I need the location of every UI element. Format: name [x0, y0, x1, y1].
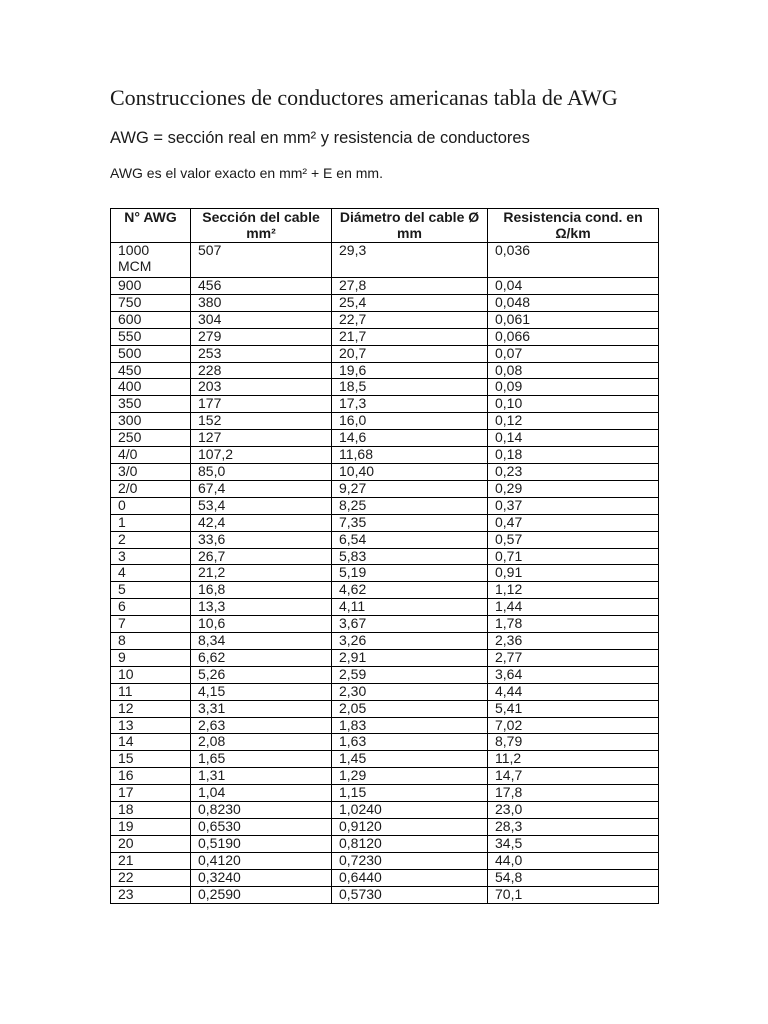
- cell-resistance: 44,0: [488, 852, 659, 869]
- cell-awg: 14: [111, 734, 191, 751]
- cell-awg: 20: [111, 835, 191, 852]
- table-row: [111, 514, 659, 531]
- cell-section: 2,63: [191, 717, 332, 734]
- cell-section: 4,15: [191, 683, 332, 700]
- cell-resistance: 4,44: [488, 683, 659, 700]
- cell-section: 0,2590: [191, 886, 332, 903]
- cell-section: 177: [191, 396, 332, 413]
- cell-resistance: 11,2: [488, 751, 659, 768]
- cell-resistance: 0,10: [488, 396, 659, 413]
- cell-awg: 21: [111, 852, 191, 869]
- document-title: Construcciones de conductores americanas tabla de AWG: [110, 85, 618, 110]
- table-row: [111, 599, 659, 616]
- cell-diameter: 0,8120: [332, 835, 488, 852]
- cell-awg: 5: [111, 582, 191, 599]
- cell-awg: 13: [111, 717, 191, 734]
- cell-diameter: 2,59: [332, 666, 488, 683]
- cell-section: 507: [191, 243, 332, 278]
- cell-diameter: 0,7230: [332, 852, 488, 869]
- cell-diameter: 21,7: [332, 328, 488, 345]
- table-row: [111, 463, 659, 480]
- cell-awg: 10: [111, 666, 191, 683]
- table-row: [111, 700, 659, 717]
- cell-awg: 8: [111, 633, 191, 650]
- cell-diameter: 7,35: [332, 514, 488, 531]
- table-row: [111, 447, 659, 464]
- cell-resistance: 0,036: [488, 243, 659, 278]
- cell-section: 127: [191, 430, 332, 447]
- cell-section: 279: [191, 328, 332, 345]
- cell-awg: 15: [111, 751, 191, 768]
- cell-diameter: 8,25: [332, 497, 488, 514]
- cell-awg: 550: [111, 328, 191, 345]
- cell-diameter: 1,63: [332, 734, 488, 751]
- cell-awg: 22: [111, 869, 191, 886]
- cell-resistance: 3,64: [488, 666, 659, 683]
- cell-awg: 7: [111, 616, 191, 633]
- cell-diameter: 0,6440: [332, 869, 488, 886]
- cell-awg: 18: [111, 802, 191, 819]
- table-row: [111, 565, 659, 582]
- cell-awg: 250: [111, 430, 191, 447]
- cell-section: 13,3: [191, 599, 332, 616]
- cell-resistance: 0,07: [488, 345, 659, 362]
- cell-awg: 2: [111, 531, 191, 548]
- cell-diameter: 1,15: [332, 785, 488, 802]
- cell-section: 203: [191, 379, 332, 396]
- header-resistance: Resistencia cond. en Ω/km: [488, 209, 659, 243]
- table-row: [111, 396, 659, 413]
- table-row: [111, 649, 659, 666]
- cell-diameter: 17,3: [332, 396, 488, 413]
- cell-awg: 16: [111, 768, 191, 785]
- table-row: [111, 413, 659, 430]
- cell-section: 456: [191, 278, 332, 295]
- cell-resistance: 14,7: [488, 768, 659, 785]
- cell-resistance: 0,12: [488, 413, 659, 430]
- cell-resistance: 0,04: [488, 278, 659, 295]
- cell-awg: 750: [111, 294, 191, 311]
- cell-diameter: 22,7: [332, 311, 488, 328]
- cell-diameter: 0,9120: [332, 819, 488, 836]
- cell-resistance: 0,29: [488, 480, 659, 497]
- cell-resistance: 0,14: [488, 430, 659, 447]
- cell-resistance: 0,23: [488, 463, 659, 480]
- table-row: [111, 480, 659, 497]
- table-row: [111, 785, 659, 802]
- table-row: [111, 734, 659, 751]
- cell-awg: 2/0: [111, 480, 191, 497]
- cell-section: 0,4120: [191, 852, 332, 869]
- cell-section: 16,8: [191, 582, 332, 599]
- document-subtitle: AWG = sección real en mm² y resistencia de conductores: [110, 129, 530, 147]
- table-row: [111, 531, 659, 548]
- cell-awg: 450: [111, 362, 191, 379]
- cell-section: 228: [191, 362, 332, 379]
- cell-diameter: 3,26: [332, 633, 488, 650]
- cell-section: 2,08: [191, 734, 332, 751]
- cell-resistance: 0,91: [488, 565, 659, 582]
- cell-diameter: 20,7: [332, 345, 488, 362]
- cell-resistance: 70,1: [488, 886, 659, 903]
- cell-diameter: 3,67: [332, 616, 488, 633]
- cell-resistance: 5,41: [488, 700, 659, 717]
- cell-awg: 4/0: [111, 447, 191, 464]
- cell-section: 0,8230: [191, 802, 332, 819]
- table-row: [111, 666, 659, 683]
- table-row: [111, 311, 659, 328]
- cell-section: 107,2: [191, 447, 332, 464]
- header-diameter: Diámetro del cable Ø mm: [332, 209, 488, 243]
- cell-diameter: 2,30: [332, 683, 488, 700]
- cell-awg: 900: [111, 278, 191, 295]
- cell-section: 10,6: [191, 616, 332, 633]
- table-row: [111, 362, 659, 379]
- table-row: [111, 345, 659, 362]
- cell-section: 85,0: [191, 463, 332, 480]
- table-row: [111, 886, 659, 903]
- cell-resistance: 0,37: [488, 497, 659, 514]
- cell-resistance: 0,18: [488, 447, 659, 464]
- cell-diameter: 11,68: [332, 447, 488, 464]
- document-note: AWG es el valor exacto en mm² + E en mm.: [110, 165, 383, 181]
- cell-resistance: 0,048: [488, 294, 659, 311]
- cell-awg: 3/0: [111, 463, 191, 480]
- table-row: [111, 717, 659, 734]
- cell-awg: 500: [111, 345, 191, 362]
- cell-resistance: 0,09: [488, 379, 659, 396]
- header-section: Sección del cable mm²: [191, 209, 332, 243]
- cell-section: 8,34: [191, 633, 332, 650]
- cell-awg: 6: [111, 599, 191, 616]
- cell-diameter: 4,62: [332, 582, 488, 599]
- cell-diameter: 6,54: [332, 531, 488, 548]
- cell-awg: 400: [111, 379, 191, 396]
- cell-section: 1,04: [191, 785, 332, 802]
- cell-resistance: 54,8: [488, 869, 659, 886]
- cell-section: 253: [191, 345, 332, 362]
- cell-resistance: 0,57: [488, 531, 659, 548]
- cell-awg: 1000 MCM: [111, 243, 191, 278]
- cell-awg: 1: [111, 514, 191, 531]
- cell-diameter: 0,5730: [332, 886, 488, 903]
- cell-diameter: 1,0240: [332, 802, 488, 819]
- cell-section: 380: [191, 294, 332, 311]
- table-row: [111, 582, 659, 599]
- cell-diameter: 2,91: [332, 649, 488, 666]
- table-row: [111, 497, 659, 514]
- table-row: [111, 852, 659, 869]
- cell-awg: 11: [111, 683, 191, 700]
- cell-diameter: 9,27: [332, 480, 488, 497]
- cell-resistance: 0,08: [488, 362, 659, 379]
- cell-diameter: 5,19: [332, 565, 488, 582]
- table-row: [111, 294, 659, 311]
- cell-resistance: 34,5: [488, 835, 659, 852]
- cell-resistance: 1,12: [488, 582, 659, 599]
- cell-resistance: 2,77: [488, 649, 659, 666]
- cell-diameter: 4,11: [332, 599, 488, 616]
- cell-awg: 350: [111, 396, 191, 413]
- cell-awg: 600: [111, 311, 191, 328]
- cell-diameter: 25,4: [332, 294, 488, 311]
- cell-diameter: 1,45: [332, 751, 488, 768]
- cell-section: 21,2: [191, 565, 332, 582]
- cell-awg: 17: [111, 785, 191, 802]
- cell-section: 1,31: [191, 768, 332, 785]
- cell-awg: 300: [111, 413, 191, 430]
- cell-section: 53,4: [191, 497, 332, 514]
- cell-diameter: 2,05: [332, 700, 488, 717]
- cell-resistance: 1,44: [488, 599, 659, 616]
- cell-diameter: 27,8: [332, 278, 488, 295]
- table-row: [111, 616, 659, 633]
- table-row: [111, 869, 659, 886]
- table-row: [111, 430, 659, 447]
- table-row: [111, 768, 659, 785]
- cell-diameter: 1,29: [332, 768, 488, 785]
- table-row: [111, 802, 659, 819]
- cell-resistance: 28,3: [488, 819, 659, 836]
- cell-awg: 23: [111, 886, 191, 903]
- awg-table: [110, 208, 659, 904]
- cell-awg: 12: [111, 700, 191, 717]
- cell-section: 0,3240: [191, 869, 332, 886]
- cell-diameter: 19,6: [332, 362, 488, 379]
- cell-awg: 3: [111, 548, 191, 565]
- cell-section: 5,26: [191, 666, 332, 683]
- cell-section: 152: [191, 413, 332, 430]
- cell-section: 304: [191, 311, 332, 328]
- table-row: [111, 751, 659, 768]
- table-header-row: [111, 209, 659, 243]
- table-row: [111, 835, 659, 852]
- table-row: [111, 683, 659, 700]
- cell-section: 42,4: [191, 514, 332, 531]
- cell-diameter: 29,3: [332, 243, 488, 278]
- cell-awg: 4: [111, 565, 191, 582]
- table-row: [111, 243, 659, 278]
- cell-section: 0,6530: [191, 819, 332, 836]
- table-row: [111, 278, 659, 295]
- cell-diameter: 16,0: [332, 413, 488, 430]
- table-row: [111, 379, 659, 396]
- cell-resistance: 0,066: [488, 328, 659, 345]
- cell-awg: 0: [111, 497, 191, 514]
- cell-diameter: 14,6: [332, 430, 488, 447]
- table-body: [111, 243, 659, 904]
- cell-section: 1,65: [191, 751, 332, 768]
- cell-awg: 19: [111, 819, 191, 836]
- table-row: [111, 819, 659, 836]
- cell-resistance: 0,47: [488, 514, 659, 531]
- cell-resistance: 8,79: [488, 734, 659, 751]
- cell-diameter: 5,83: [332, 548, 488, 565]
- cell-awg: 9: [111, 649, 191, 666]
- table-row: [111, 548, 659, 565]
- header-awg: N° AWG: [111, 209, 191, 243]
- cell-diameter: 10,40: [332, 463, 488, 480]
- table-row: [111, 633, 659, 650]
- cell-resistance: 17,8: [488, 785, 659, 802]
- cell-section: 67,4: [191, 480, 332, 497]
- cell-section: 26,7: [191, 548, 332, 565]
- cell-section: 0,5190: [191, 835, 332, 852]
- cell-resistance: 2,36: [488, 633, 659, 650]
- cell-resistance: 0,061: [488, 311, 659, 328]
- cell-resistance: 1,78: [488, 616, 659, 633]
- cell-section: 3,31: [191, 700, 332, 717]
- table-row: [111, 328, 659, 345]
- cell-section: 33,6: [191, 531, 332, 548]
- cell-resistance: 23,0: [488, 802, 659, 819]
- cell-resistance: 7,02: [488, 717, 659, 734]
- cell-diameter: 1,83: [332, 717, 488, 734]
- cell-section: 6,62: [191, 649, 332, 666]
- cell-resistance: 0,71: [488, 548, 659, 565]
- cell-diameter: 18,5: [332, 379, 488, 396]
